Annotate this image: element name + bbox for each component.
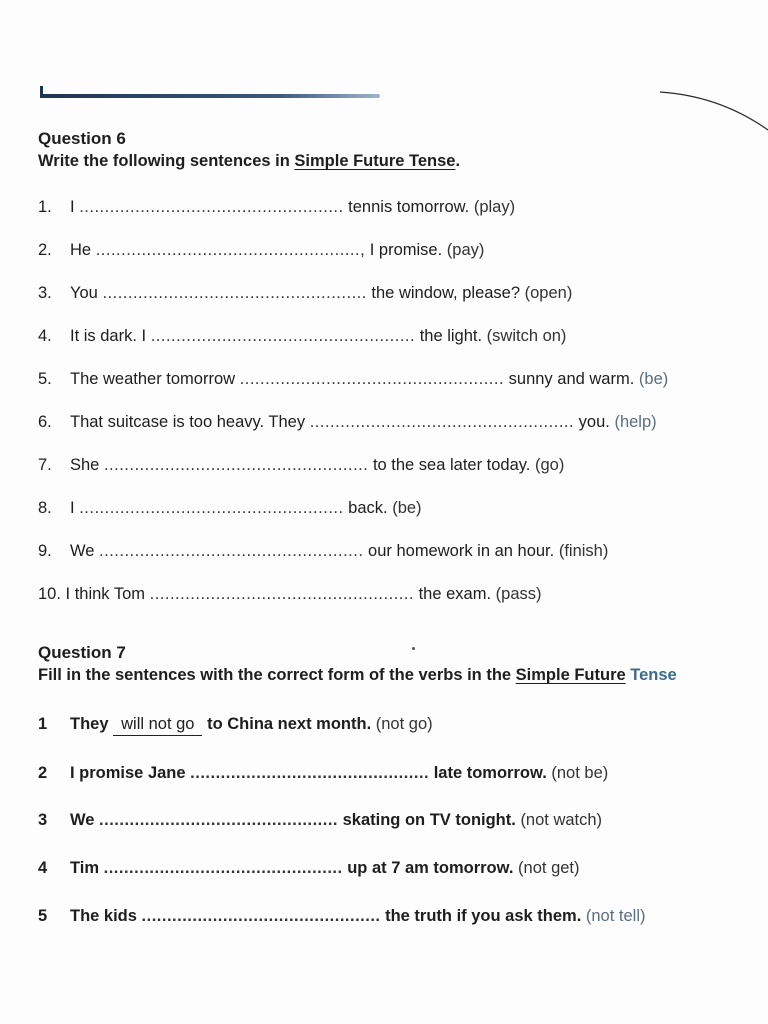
answer-blank[interactable]: ............................................... — [103, 859, 343, 877]
verb-hint: (pay) — [446, 241, 485, 259]
list-item: 5. The weather tomorrow .................................................... sunny and warm. (be) — [38, 370, 669, 388]
answer-blank[interactable]: .................................................... — [79, 499, 344, 517]
list-item: 8. I .................................................... back. (be) — [38, 499, 422, 517]
answer-blank[interactable]: .................................................... — [102, 284, 367, 302]
verb-hint: (not go) — [375, 715, 433, 733]
answer-blank[interactable]: .................................................... — [103, 456, 369, 474]
question-7-instruction: Fill in the sentences with the correct form of the verbs in the Simple Future Tense — [38, 666, 677, 684]
verb-hint: (be) — [638, 370, 669, 388]
answer-blank[interactable]: .................................................... — [150, 327, 416, 345]
verb-hint: (switch on) — [486, 327, 567, 345]
verb-hint: (finish) — [558, 542, 609, 560]
question-7-title: Question 7 — [38, 643, 126, 662]
filled-answer[interactable]: will not go — [113, 713, 202, 736]
list-item: 6. That suitcase is too heavy. They .................................................... you. (help) — [38, 413, 657, 431]
question-6-header — [38, 128, 460, 172]
list-item: 4. It is dark. I .................................................... the light. (switch on) — [38, 327, 567, 345]
list-item: 7. She .................................................... to the sea later today. (go) — [38, 456, 565, 474]
answer-blank[interactable]: .................................................... — [239, 370, 505, 388]
list-item: 2. He ...................................................., I promise. (pay) — [38, 241, 485, 259]
list-item: 3. You .................................................... the window, please? (open) — [38, 284, 573, 302]
list-item: 4 Tim ............................................... up at 7 am tomorrow. (not get) — [38, 859, 580, 877]
list-item: 3 We ............................................... skating on TV tonight. (not watch) — [38, 811, 603, 829]
verb-hint: (help) — [614, 413, 657, 431]
verb-hint: (not watch) — [520, 811, 603, 829]
answer-blank[interactable]: .................................................... — [309, 413, 575, 431]
tense-name: Simple Future Tense — [294, 152, 456, 170]
verb-hint: (not get) — [518, 859, 580, 877]
answer-blank[interactable]: .................................................... — [149, 585, 414, 603]
verb-hint: (pass) — [495, 585, 542, 603]
question-7-header — [38, 642, 677, 686]
answer-blank[interactable]: ............................................... — [190, 764, 430, 782]
verb-hint: (not be) — [551, 764, 609, 782]
verb-hint: (be) — [392, 499, 422, 517]
answer-blank[interactable]: ............................................... — [99, 811, 339, 829]
answer-blank[interactable]: .................................................... — [99, 542, 364, 560]
list-item: 9. We .................................................... our homework in an hour. (finish) — [38, 542, 609, 560]
question-6-title: Question 6 — [38, 129, 126, 148]
list-item: 10. I think Tom .................................................... the exam. (pass) — [38, 585, 542, 603]
verb-hint: (not tell) — [585, 907, 646, 925]
answer-blank[interactable]: .................................................... — [79, 198, 344, 216]
answer-blank[interactable]: ............................................... — [141, 907, 381, 925]
list-item: 5 The kids ............................................... the truth if you ask them. (not tell) — [38, 907, 646, 925]
question-6-instruction: Write the following sentences in Simple Future Tense. — [38, 152, 461, 170]
list-item: 1. I .................................................... tennis tomorrow. (play) — [38, 198, 516, 216]
verb-hint: (go) — [535, 456, 565, 474]
tense-name: Simple Future — [515, 666, 626, 684]
verb-hint: (open) — [524, 284, 573, 302]
verb-hint: (play) — [473, 198, 516, 216]
list-item: 2 I promise Jane ............................................... late tomorrow. (not be) — [38, 764, 609, 782]
answer-blank[interactable]: ...................................................., — [95, 241, 366, 259]
list-item: 1 They will not go to China next month. (not go) — [38, 713, 433, 736]
